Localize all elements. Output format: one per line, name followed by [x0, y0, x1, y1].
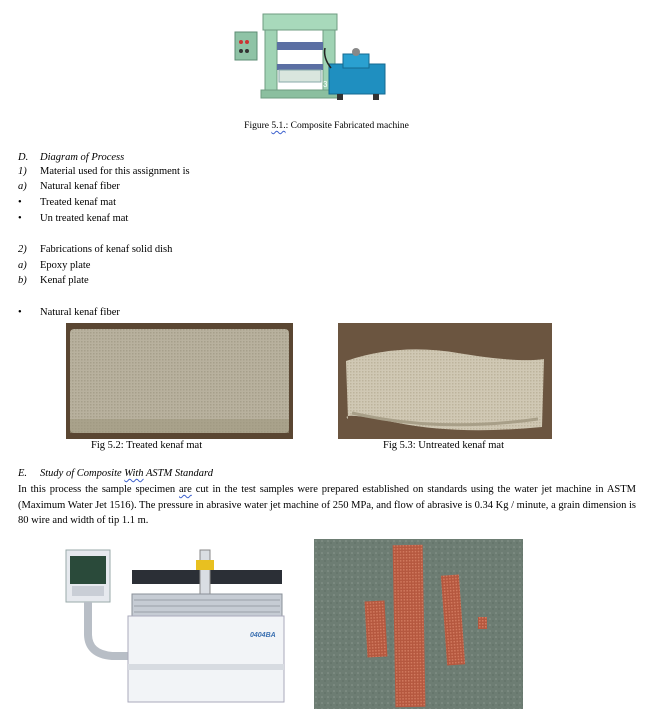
- list-item-1a: a) Natural kenaf fiber: [18, 181, 120, 192]
- water-jet-model-label: 0404BA: [250, 632, 276, 639]
- list-item-2b: b) Kenaf plate: [18, 275, 89, 286]
- untreated-kenaf-mat-image: [338, 323, 552, 439]
- section-e-paragraph: In this process the sample specimen are cut in the test samples were prepared established on standards using the water jet machine in ASTM (Maximum Water Jet 1516). The pressure in abrasive water jet machine of 250 MPa, and flow of abrasive is 0.34 Kg / minute, a grain dimension is 80 wire and width of tip 1.1 m.: [18, 484, 636, 526]
- water-jet-machine-image: [62, 544, 288, 706]
- bullet-item-natural-fiber: • Natural kenaf fiber: [18, 307, 120, 318]
- bullet-item-treated: • Treated kenaf mat: [18, 197, 117, 208]
- figure-5-1-caption: [0, 121, 653, 131]
- treated-kenaf-mat-image: [66, 323, 293, 439]
- section-e-heading: E. Study of Composite With ASTM Standard: [18, 468, 213, 479]
- list-item-2: 2) Fabrications of kenaf solid dish: [18, 244, 173, 255]
- section-d-heading: D. Diagram of Process: [18, 152, 125, 163]
- caption-number: 5.1.: [271, 121, 286, 131]
- list-item-2a: a) Epoxy plate: [18, 260, 91, 271]
- caption-text: : Composite Fabricated machine: [285, 121, 409, 131]
- list-item-1: 1) Material used for this assignment is: [18, 166, 190, 177]
- cut-specimens-image: [314, 539, 523, 709]
- fig-5-3-caption: Fig 5.3: Untreated kenaf mat: [383, 440, 505, 451]
- machine-number-label: 3: [323, 80, 328, 89]
- composite-machine-image: [233, 8, 393, 108]
- bullet-item-untreated: • Un treated kenaf mat: [18, 213, 129, 224]
- caption-prefix: Figure: [244, 121, 272, 131]
- fig-5-2-caption: Fig 5.2: Treated kenaf mat: [91, 440, 203, 451]
